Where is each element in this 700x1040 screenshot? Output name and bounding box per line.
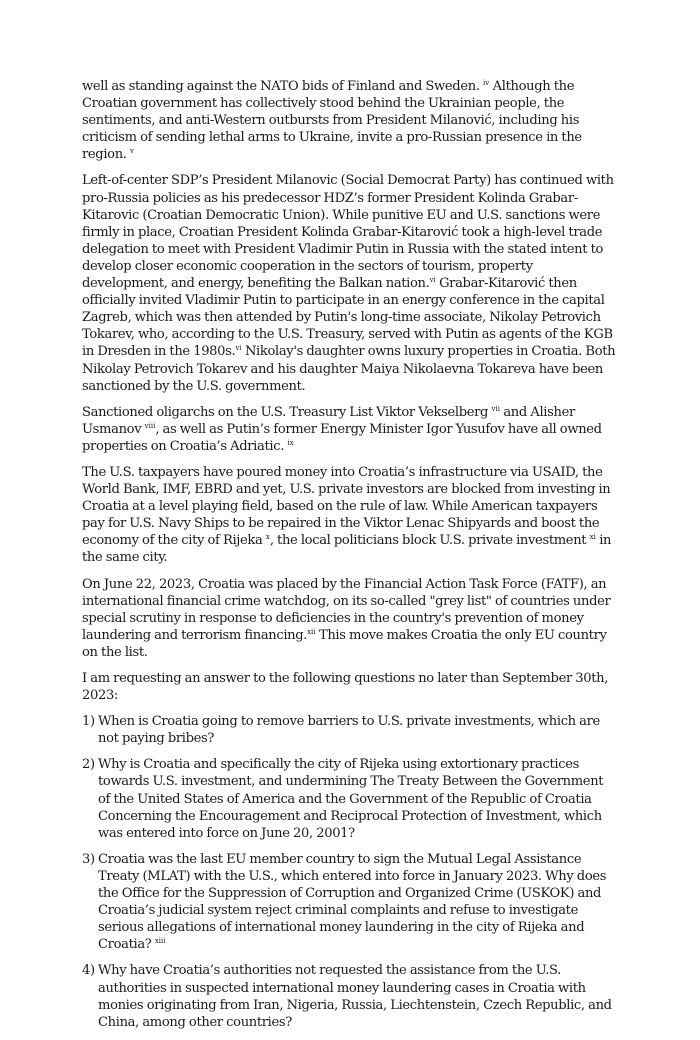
footnote-marker: viii	[144, 421, 156, 430]
question-text	[98, 852, 606, 952]
footnote-marker: v	[130, 147, 134, 156]
footnote-marker: iv	[483, 79, 490, 87]
text-run: Grabar-Kitarović then officially invited Vladimir Putin to participate in an energy conference in the capital Zagreb, which was then attended by Putin's long-time associate, Nikolay Petrovich Tokarev, who, according to the U.S. Treasury, served with Putin as agents of the KGB in Dresden in the 1980s.	[82, 276, 613, 360]
text-run: in the same city.	[82, 533, 612, 566]
text-run: The U.S. taxpayers have poured money into Croatia’s infrastructure via USAID, the World Bank, IMF, EBRD and yet, U.S. private investors are blocked from investing in Croatia at a level playing field, based on the rule of law. While American taxpayers pay for U.S. Navy Ships to be repaired in the Viktor Lenac Shipyards and boost the economy of the city of Rijeka	[82, 464, 611, 549]
question-number: 1)	[82, 714, 95, 730]
footnote-marker: ix	[287, 438, 294, 447]
text-run: When is Croatia going to remove barriers to U.S. private investments, which are not paying bribes?	[98, 714, 600, 747]
footnote-marker: xiii	[154, 937, 166, 946]
question-item	[82, 713, 618, 747]
footnote-marker: x	[265, 533, 270, 542]
paragraph-p3	[82, 404, 618, 455]
text-run: and Alisher Usmanov	[82, 404, 575, 437]
question-text	[98, 714, 600, 746]
text-run: Although the Croatian government has collectively stood behind the Ukrainian people, the sentiments, and anti-Western outbursts from President Milanović, including his criticism of sending lethal arms to Ukraine, invite a pro-Russian presence in the region.	[82, 79, 582, 163]
question-item	[82, 962, 618, 1030]
question-number: 4)	[82, 963, 95, 979]
text-run: well as standing against the NATO bids of Finland and Sweden.	[82, 79, 484, 94]
question-number: 3)	[82, 851, 95, 867]
footnote-marker: xi	[589, 533, 596, 542]
footnote-marker: vii	[491, 404, 500, 413]
paragraph-p1	[82, 78, 618, 163]
footnote-marker: vi	[429, 276, 436, 285]
body-paragraphs	[82, 78, 618, 704]
text-run: Croatia was the last EU member country to sign the Mutual Legal Assistance Treaty (MLAT) with the U.S., which entered into force in January 2023. Why does the Office for the Suppression of Corruption and Organized Crime (USKOK) and Croatia’s judicial system reject criminal complaints and refuse to investigate serious allegations of international money laundering in the city of Rijeka and Croatia?	[98, 851, 607, 953]
paragraph-p4	[82, 464, 618, 567]
text-run: This move makes Croatia the only EU country on the list.	[82, 627, 607, 660]
document-page	[82, 78, 618, 1040]
text-run: On June 22, 2023, Croatia was placed by the Financial Action Task Force (FATF), an international financial crime watchdog, on its so-called "grey list" of countries under special scrutiny in response to deficiencies in the country's prevention of money laundering and terrorism financing.	[82, 576, 611, 643]
text-run: , the local politicians block U.S. private investment	[269, 533, 590, 549]
paragraph-p6	[82, 670, 618, 704]
footnote-marker: xii	[307, 627, 316, 636]
text-run: Why have Croatia’s authorities not requested the assistance from the U.S. authorities in suspected international money laundering cases in Croatia with monies originating from Iran, Nigeria, Russia, Liechtenstein, Czech Republic, and China, among other countries?	[98, 963, 612, 1030]
text-run: I am requesting an answer to the following questions no later than September 30th, 2023:	[82, 671, 609, 704]
question-list	[82, 713, 618, 1031]
text-run: Left-of-center SDP’s President Milanovic (Social Democrat Party) has continued with pro-Russia policies as his predecessor HDZ’s former President Kolinda Grabar-Kitarovic (Croatian Democratic Union). While punitive EU and U.S. sanctions were firmly in place, Croatian President Kolinda Grabar-Kitarović took a high-level trade delegation to meet with President Vladimir Putin in Russia with the stated intent to develop closer economic cooperation in the sectors of tourism, property development, and energy, benefiting the Balkan nation.	[82, 173, 614, 292]
text-run: , as well as Putin’s former Energy Minister Igor Yusufov have all owned properties on Croatia’s Adriatic.	[82, 421, 602, 454]
question-text	[98, 963, 612, 1029]
text-run: Why is Croatia and specifically the city of Rijeka using extortionary practices towards U.S. investment, and undermining The Treaty Between the Government of the United States of America and the Government of the Republic of Croatia Concerning the Encouragement and Reciprocal Protection of Investment, which was entered into force on June 20, 2001?	[98, 757, 604, 841]
question-number: 2)	[82, 757, 95, 773]
paragraph-p2	[82, 172, 618, 394]
paragraph-p5	[82, 576, 618, 661]
question-item	[82, 756, 618, 841]
question-item	[82, 851, 618, 954]
text-run: Nikolay's daughter owns luxury properties in Croatia. Both Nikolay Petrovich Tokarev and his daughter Maiya Nikolaevna Tokareva have been sanctioned by the U.S. government.	[82, 344, 616, 394]
text-run: Sanctioned oligarchs on the U.S. Treasury List Viktor Vekselberg	[82, 404, 492, 420]
footnote-marker: vi	[235, 344, 242, 353]
question-text	[98, 757, 603, 840]
